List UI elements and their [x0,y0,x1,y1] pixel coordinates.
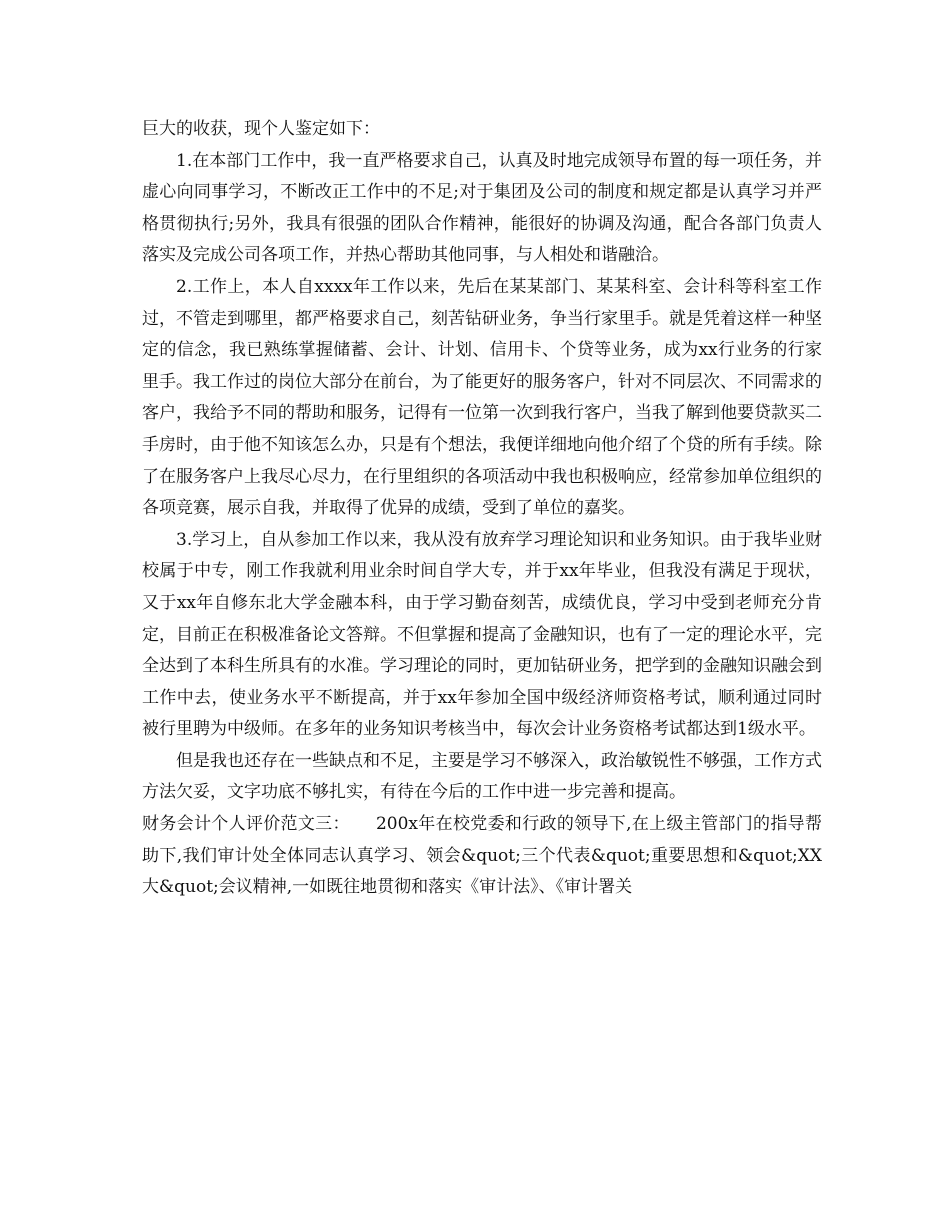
paragraph-item-1: 1.在本部门工作中，我一直严格要求自己，认真及时地完成领导布置的每一项任务，并虚心向同事学习，不断改正工作中的不足;对于集团及公司的制度和规定都是认真学习并严格贯彻执行;另外，我具有很强的团队合作精神，能很好的协调及沟通，配合各部门负责人落实及完成公司各项工作，并热心帮助其他同事，与人相处和谐融洽。 [142,150,822,266]
paragraph-sample-three: 财务会计个人评价范文三： 200x年在校党委和行政的领导下,在上级主管部门的指导帮助下,我们审计处全体同志认真学习、领会&quot;三个代表&quot;重要思想和&quot;XX大&quot;会议精神,一如既往地贯彻和落实《审计法》、《审计署关 [142,814,822,898]
paragraph-item-2: 2.工作上，本人自xxxx年工作以来，先后在某某部门、某某科室、会计科等科室工作过，不管走到哪里，都严格要求自己，刻苦钻研业务，争当行家里手。就是凭着这样一种坚定的信念，我已熟练掌握储蓄、会计、计划、信用卡、个贷等业务，成为xx行业务的行家里手。我工作过的岗位大部分在前台，为了能更好的服务客户，针对不同层次、不同需求的客户，我给予不同的帮助和服务，记得有一位第一次到我行客户，当我了解到他要贷款买二手房时，由于他不知该怎么办，只是有个想法，我便详细地向他介绍了个贷的所有手续。除了在服务客户上我尽心尽力，在行里组织的各项活动中我也积极响应，经常参加单位组织的各项竞赛，展示自我，并取得了优异的成绩，受到了单位的嘉奖。 [142,276,822,519]
paragraph-intro: 巨大的收获，现个人鉴定如下： [142,119,380,139]
paragraph-shortcomings: 但是我也还存在一些缺点和不足，主要是学习不够深入，政治敏锐性不够强，工作方式方法欠妥，文字功底不够扎实，有待在今后的工作中进一步完善和提高。 [142,750,822,803]
document-body [142,114,822,904]
paragraph-item-3: 3.学习上，自从参加工作以来，我从没有放弃学习理论知识和业务知识。由于我毕业财校属于中专，刚工作我就利用业余时间自学大专，并于xx年毕业，但我没有满足于现状，又于xx年自修东北大学金融本科，由于学习勤奋刻苦，成绩优良，学习中受到老师充分肯定，目前正在积极准备论文答辩。不但掌握和提高了金融知识，也有了一定的理论水平，完全达到了本科生所具有的水准。学习理论的同时，更加钻研业务，把学到的金融知识融会到工作中去，使业务水平不断提高，并于xx年参加全国中级经济师资格考试，顺利通过同时被行里聘为中级师。在多年的业务知识考核当中，每次会计业务资格考试都达到1级水平。 [142,529,822,740]
